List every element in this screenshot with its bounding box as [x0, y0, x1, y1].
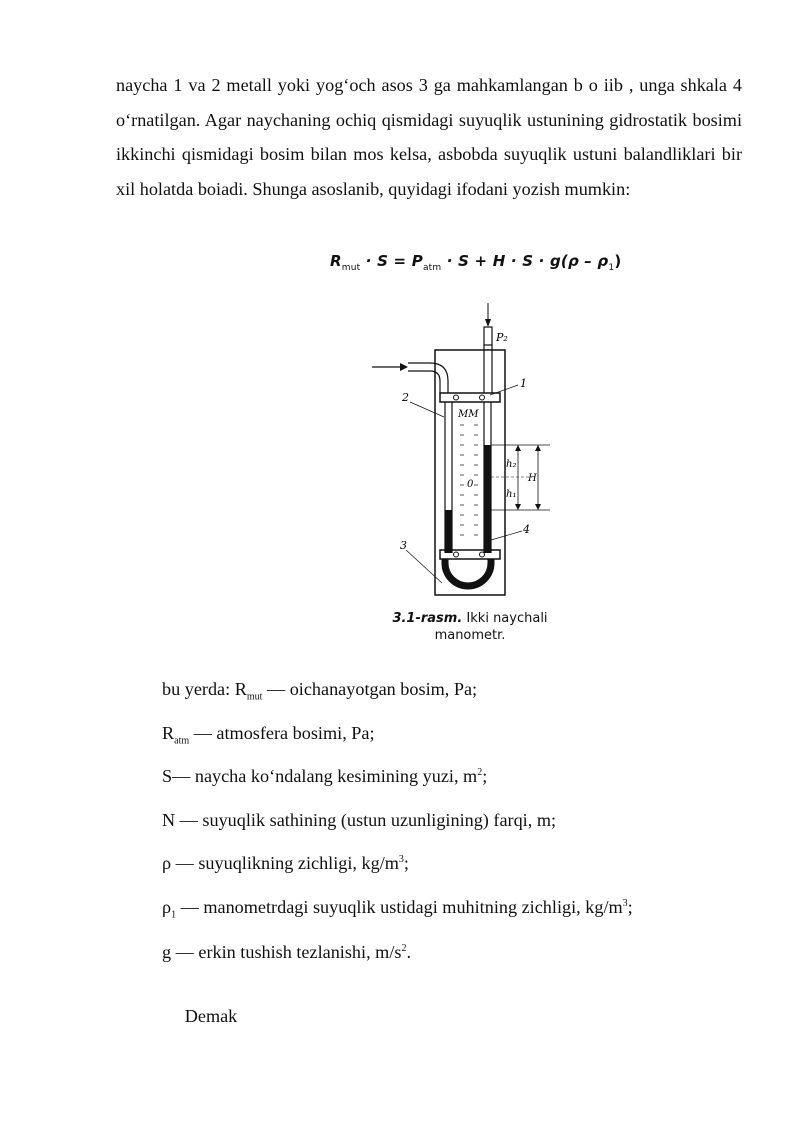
formula-mid1: · S =	[360, 252, 412, 270]
formula-rho-sub: 1	[608, 263, 615, 273]
definition-rho1: $\rho_1$ — manometrdagi suyuqlik ustidagi muhitning zichligi, $kg/m^3$;	[162, 897, 633, 921]
equation	[330, 252, 621, 273]
label-h2: h₂	[506, 459, 517, 470]
label-1: 1	[520, 377, 527, 390]
formula-mid2: · S + H · S · g(ρ – ρ	[441, 252, 609, 270]
label-p2: P₂	[496, 331, 508, 344]
p2-pipe	[484, 327, 492, 345]
closing-word: Demak	[180, 1006, 238, 1026]
inlet-arrow-head	[400, 363, 408, 371]
manometer-figure	[360, 295, 560, 605]
label-big-h: H	[528, 473, 537, 484]
figure-caption	[380, 610, 560, 644]
u-bend	[445, 559, 491, 586]
definition-s: S— naycha ko‘ndalang kesimining yuzi, $m^2$;	[162, 766, 488, 786]
definition-r-atm: $R_{atm}$ — atmosfera bosimi, Pa;	[162, 723, 375, 747]
label-mm: MM	[458, 409, 479, 420]
definition-r-mut: bu yerda: $R_{mut}$ — oichanayotgan bosim, Pa;	[162, 679, 478, 703]
formula-p-sub: atm	[422, 263, 442, 273]
right-liquid	[484, 445, 491, 553]
caption-text: Ikki naychali manometr.	[434, 611, 548, 643]
formula-r: R	[330, 252, 342, 270]
definition-rho: ρ — suyuqlikning zichligi, $kg/m^3$;	[162, 853, 409, 873]
body-paragraph: naycha 1 va 2 metall yoki yog‘och asos 3 ga mahkamlangan b o iib , unga shkala 4 o‘rnatilgan. Agar naychaning ochiq qismidagi suyuqlik ustunining gidrostatik bosimi ikkinchi qismidagi bosim bilan mos kelsa, asbobda suyuqlik ustuni balandliklari bir xil holatda boiadi. Shunga asoslanib, quyidagi ifodani yozish mumkin:	[116, 75, 742, 199]
left-liquid	[445, 510, 452, 553]
inlet-pipe	[408, 363, 448, 393]
definition-g: g — erkin tushish tezlanishi, $m/s^2$.	[162, 942, 411, 962]
formula-r-sub: mut	[341, 263, 361, 273]
label-h1: h₁	[506, 489, 517, 500]
label-zero: 0	[467, 479, 474, 490]
formula-end: )	[614, 252, 622, 270]
caption-number: 3.1-rasm.	[392, 611, 463, 626]
definition-n: N — suyuqlik sathining (ustun uzunligining) farqi, m;	[162, 810, 557, 830]
label-2: 2	[402, 391, 409, 404]
label-3: 3	[400, 539, 407, 552]
label-4: 4	[523, 523, 530, 536]
formula-p: P	[411, 252, 423, 270]
